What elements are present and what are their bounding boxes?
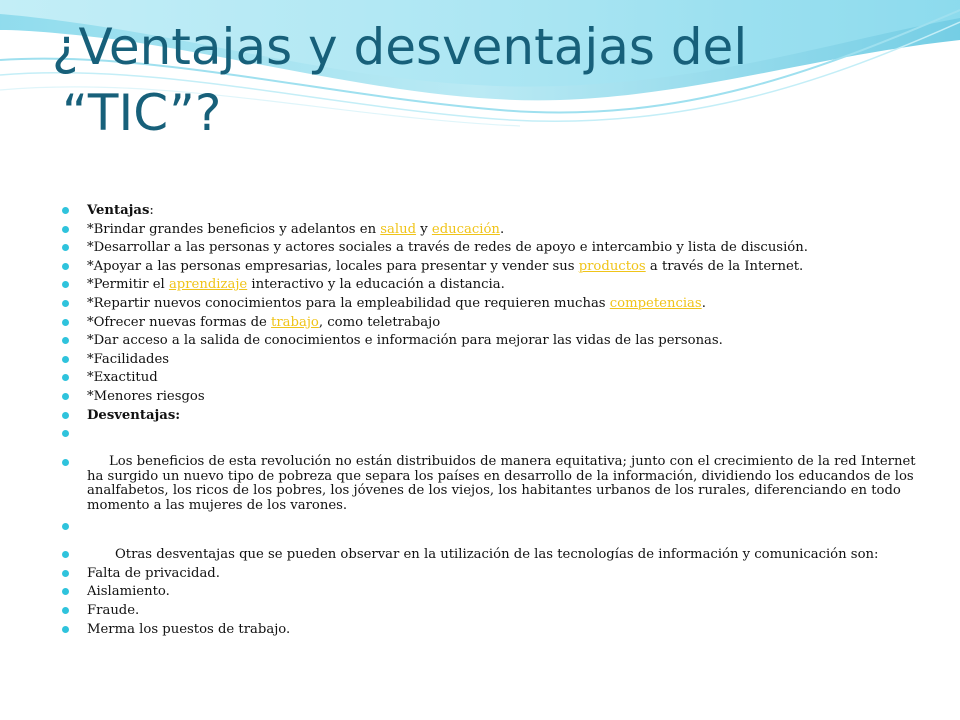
item-text: Fraude. xyxy=(87,602,140,618)
ventajas-heading: Ventajas xyxy=(87,203,150,218)
bullet-icon xyxy=(62,319,69,326)
list-item xyxy=(62,296,922,312)
item-text: *Desarrollar a las personas y actores sociales a través de redes de apoyo e intercambio y lista de discusión. xyxy=(87,240,808,256)
list-item xyxy=(62,333,922,349)
slide-title xyxy=(52,14,912,146)
link-aprendizaje[interactable]: aprendizaje xyxy=(168,277,248,293)
list-item xyxy=(62,389,922,405)
empty-list-item xyxy=(62,426,922,442)
link-competencias[interactable]: competencias xyxy=(609,295,702,311)
link-salud[interactable]: salud xyxy=(380,221,417,237)
list-item xyxy=(62,315,922,331)
empty-list-item xyxy=(62,519,922,535)
list-item xyxy=(62,455,922,513)
bullet-icon xyxy=(62,337,69,344)
list-item xyxy=(62,566,922,582)
paragraph-text: Otras desventajas que se pueden observar en la utilización de las tecnologías de información y comunicación son: xyxy=(115,547,879,563)
list-item xyxy=(62,584,922,600)
colon-text: : xyxy=(149,203,154,218)
item-text: interactivo y la educación a distancia. xyxy=(247,277,505,293)
item-text: Falta de privacidad. xyxy=(87,565,220,581)
item-text: *Permitir el xyxy=(87,277,169,293)
list-item xyxy=(62,259,922,275)
bullet-icon xyxy=(62,226,69,233)
list-item xyxy=(62,547,922,563)
bullet-icon xyxy=(62,430,69,437)
content-bullet-list xyxy=(62,203,922,640)
paragraph-text: Los beneficios de esta revolución no están distribuidos de manera equitativa; junto con el crecimiento de la red Internet ha surgido un nuevo tipo de pobreza que separa los países en desarrollo de la información, dividiendo los educandos de los analfabetos, los ricos de los pobres, los jóvenes de los viejos, los habitantes urbanos de los rurales, diferenciando en todo momento a las mujeres de los varones. xyxy=(87,454,916,513)
list-item xyxy=(62,352,922,368)
bullet-icon xyxy=(62,207,69,214)
bullet-icon xyxy=(62,523,69,530)
item-text: *Exactitud xyxy=(87,370,158,386)
item-text: *Ofrecer nuevas formas de xyxy=(87,314,272,330)
bullet-icon xyxy=(62,281,69,288)
bullet-icon xyxy=(62,393,69,400)
item-text: *Apoyar a las personas empresarias, locales para presentar y vender sus xyxy=(87,258,579,274)
item-text: Merma los puestos de trabajo. xyxy=(87,621,291,637)
item-text: *Facilidades xyxy=(87,351,170,367)
bullet-icon xyxy=(62,570,69,577)
item-text: . xyxy=(701,295,706,311)
list-item xyxy=(62,603,922,619)
bullet-icon xyxy=(62,551,69,558)
item-text: . xyxy=(499,221,505,237)
item-text: Aislamiento. xyxy=(87,584,170,600)
bullet-icon xyxy=(62,588,69,595)
bullet-icon xyxy=(62,412,69,419)
list-item xyxy=(62,408,922,424)
title-line-2: “TIC”? xyxy=(62,84,222,142)
item-text: , como teletrabajo xyxy=(318,314,441,330)
bullet-icon xyxy=(62,459,69,466)
bullet-icon xyxy=(62,607,69,614)
bullet-icon xyxy=(62,626,69,633)
link-trabajo[interactable]: trabajo xyxy=(271,314,319,330)
list-item xyxy=(62,222,922,238)
link-productos[interactable]: productos xyxy=(578,258,646,274)
list-item xyxy=(62,622,922,638)
bullet-icon xyxy=(62,374,69,381)
bullet-icon xyxy=(62,300,69,307)
link-educacion[interactable]: educación xyxy=(431,221,500,237)
title-line-1: ¿Ventajas y desventajas del xyxy=(52,18,748,76)
bullet-icon xyxy=(62,244,69,251)
bullet-icon xyxy=(62,356,69,363)
bullet-icon xyxy=(62,263,69,270)
desventajas-heading: Desventajas: xyxy=(87,407,181,423)
item-text: *Repartir nuevos conocimientos para la empleabilidad que requieren muchas xyxy=(87,295,610,311)
item-text: *Dar acceso a la salida de conocimientos e información para mejorar las vidas de las personas. xyxy=(87,333,723,349)
list-item xyxy=(62,240,922,256)
list-item xyxy=(62,370,922,386)
item-text: *Menores riesgos xyxy=(87,388,205,404)
item-text: y xyxy=(416,221,432,237)
item-text: *Brindar grandes beneficios y adelantos en xyxy=(87,221,381,237)
list-item xyxy=(62,203,922,219)
item-text: a través de la Internet. xyxy=(645,258,804,274)
list-item xyxy=(62,277,922,293)
